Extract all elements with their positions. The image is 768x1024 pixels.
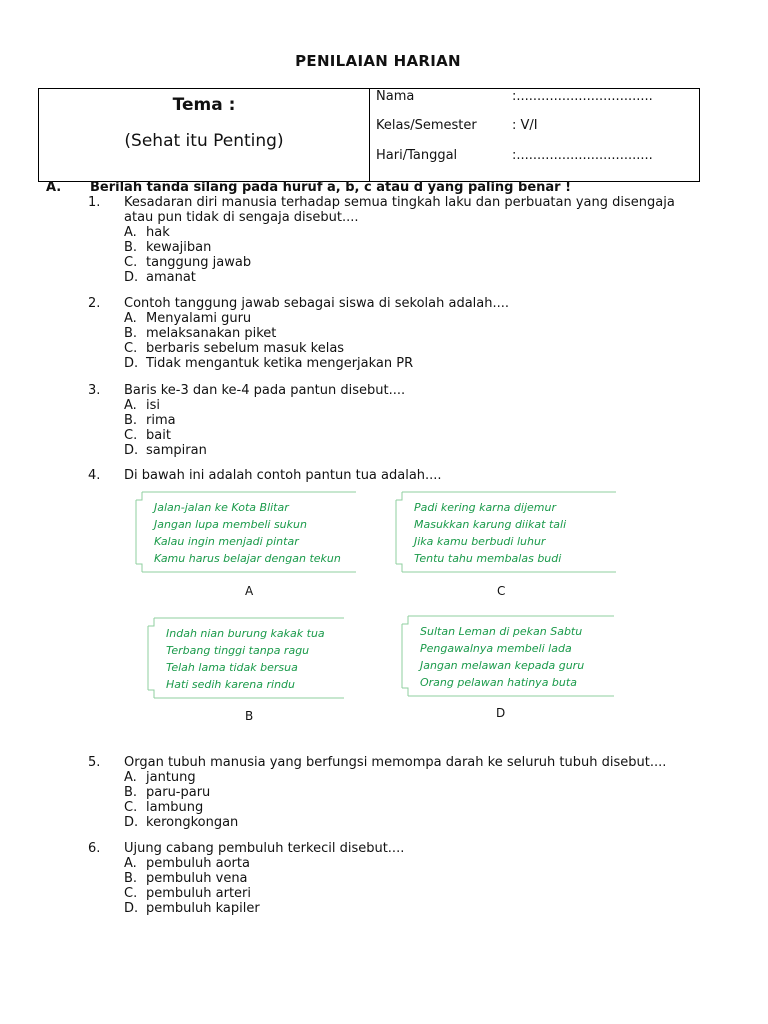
header-table bbox=[38, 88, 700, 182]
question-5 bbox=[88, 755, 704, 830]
question-number: 3. bbox=[88, 383, 101, 398]
date-label: Hari/Tanggal bbox=[376, 148, 458, 163]
question-number: 4. bbox=[88, 468, 101, 483]
pantun-lines: Jalan-jalan ke Kota Blitar Jangan lupa membeli sukun Kalau ingin menjadi pintar Kamu harus belajar dengan tekun bbox=[154, 501, 341, 565]
question-2 bbox=[88, 296, 704, 371]
section-instruction: Berilah tanda silang pada huruf a, b, c atau d yang paling benar ! bbox=[90, 180, 572, 195]
question-6 bbox=[88, 841, 704, 916]
option-a[interactable]: A. hak bbox=[124, 225, 170, 240]
option-d[interactable]: D. pembuluh kapiler bbox=[124, 901, 260, 916]
option-d[interactable]: D. sampiran bbox=[124, 443, 207, 458]
question-stem: Di bawah ini adalah contoh pantun tua adalah.... bbox=[124, 468, 442, 483]
option-d[interactable]: D. Tidak mengantuk ketika mengerjakan PR bbox=[124, 356, 414, 371]
pantun-label-a: A bbox=[245, 584, 254, 598]
question-stem: Organ tubuh manusia yang berfungsi memompa darah ke seluruh tubuh disebut.... bbox=[124, 755, 667, 770]
question-stem: Baris ke-3 dan ke-4 pada pantun disebut.... bbox=[124, 383, 406, 398]
class-semester-value: : V/I bbox=[512, 118, 538, 133]
option-d[interactable]: D. amanat bbox=[124, 270, 196, 285]
option-c[interactable]: C. bait bbox=[124, 428, 171, 443]
option-c[interactable]: C. pembuluh arteri bbox=[124, 886, 251, 901]
question-4 bbox=[88, 468, 704, 483]
question-number: 2. bbox=[88, 296, 101, 311]
option-a[interactable]: A. jantung bbox=[124, 770, 196, 785]
class-semester-label: Kelas/Semester bbox=[376, 118, 477, 133]
question-3 bbox=[88, 383, 704, 458]
name-field[interactable]: :................................. bbox=[512, 89, 653, 104]
pantun-label-c: C bbox=[497, 584, 506, 598]
option-b[interactable]: B. paru-paru bbox=[124, 785, 211, 800]
question-number: 6. bbox=[88, 841, 101, 856]
student-info-cell bbox=[370, 89, 699, 181]
option-c[interactable]: C. berbaris sebelum masuk kelas bbox=[124, 341, 345, 356]
theme-value: (Sehat itu Penting) bbox=[124, 131, 284, 151]
pantun-lines: Sultan Leman di pekan Sabtu Pengawalnya membeli lada Jangan melawan kepada guru Orang pelawan hatinya buta bbox=[420, 625, 585, 689]
page-title: PENILAIAN HARIAN bbox=[295, 52, 461, 70]
date-field[interactable]: :................................. bbox=[512, 148, 653, 163]
question-stem: Kesadaran diri manusia terhadap semua tingkah laku dan perbuatan yang disengaja atau pun tidak di sengaja disebut.... bbox=[124, 195, 675, 225]
section-heading bbox=[46, 180, 571, 195]
option-b[interactable]: B. rima bbox=[124, 413, 176, 428]
option-a[interactable]: A. isi bbox=[124, 398, 160, 413]
question-stem: Contoh tanggung jawab sebagai siswa di sekolah adalah.... bbox=[124, 296, 510, 311]
pantun-label-d: D bbox=[496, 706, 506, 720]
option-b[interactable]: B. melaksanakan piket bbox=[124, 326, 277, 341]
option-c[interactable]: C. lambung bbox=[124, 800, 204, 815]
date-row bbox=[376, 148, 653, 163]
option-c[interactable]: C. tanggung jawab bbox=[124, 255, 252, 270]
question-number: 5. bbox=[88, 755, 101, 770]
question-1 bbox=[88, 195, 704, 285]
question-number: 1. bbox=[88, 195, 101, 210]
question-stem: Ujung cabang pembuluh terkecil disebut.... bbox=[124, 841, 405, 856]
pantun-box-a[interactable] bbox=[132, 490, 360, 574]
option-a[interactable]: A. Menyalami guru bbox=[124, 311, 252, 326]
pantun-lines: Indah nian burung kakak tua Terbang tinggi tanpa ragu Telah lama tidak bersua Hati sedih karena rindu bbox=[166, 627, 325, 691]
pantun-label-b: B bbox=[245, 709, 254, 723]
theme-label: Tema : bbox=[172, 95, 236, 115]
pantun-box-d[interactable] bbox=[398, 614, 626, 698]
name-row bbox=[376, 89, 653, 104]
option-d[interactable]: D. kerongkongan bbox=[124, 815, 239, 830]
section-letter: A. bbox=[46, 180, 62, 195]
option-a[interactable]: A. pembuluh aorta bbox=[124, 856, 250, 871]
pantun-box-c[interactable] bbox=[392, 490, 620, 574]
theme-cell bbox=[39, 89, 370, 181]
class-semester-row bbox=[376, 118, 538, 133]
option-b[interactable]: B. pembuluh vena bbox=[124, 871, 248, 886]
name-label: Nama bbox=[376, 89, 415, 104]
pantun-lines: Padi kering karna dijemur Masukkan karung diikat tali Jika kamu berbudi luhur Tentu tahu membalas budi bbox=[414, 501, 567, 565]
pantun-box-b[interactable] bbox=[144, 616, 372, 700]
option-b[interactable]: B. kewajiban bbox=[124, 240, 212, 255]
